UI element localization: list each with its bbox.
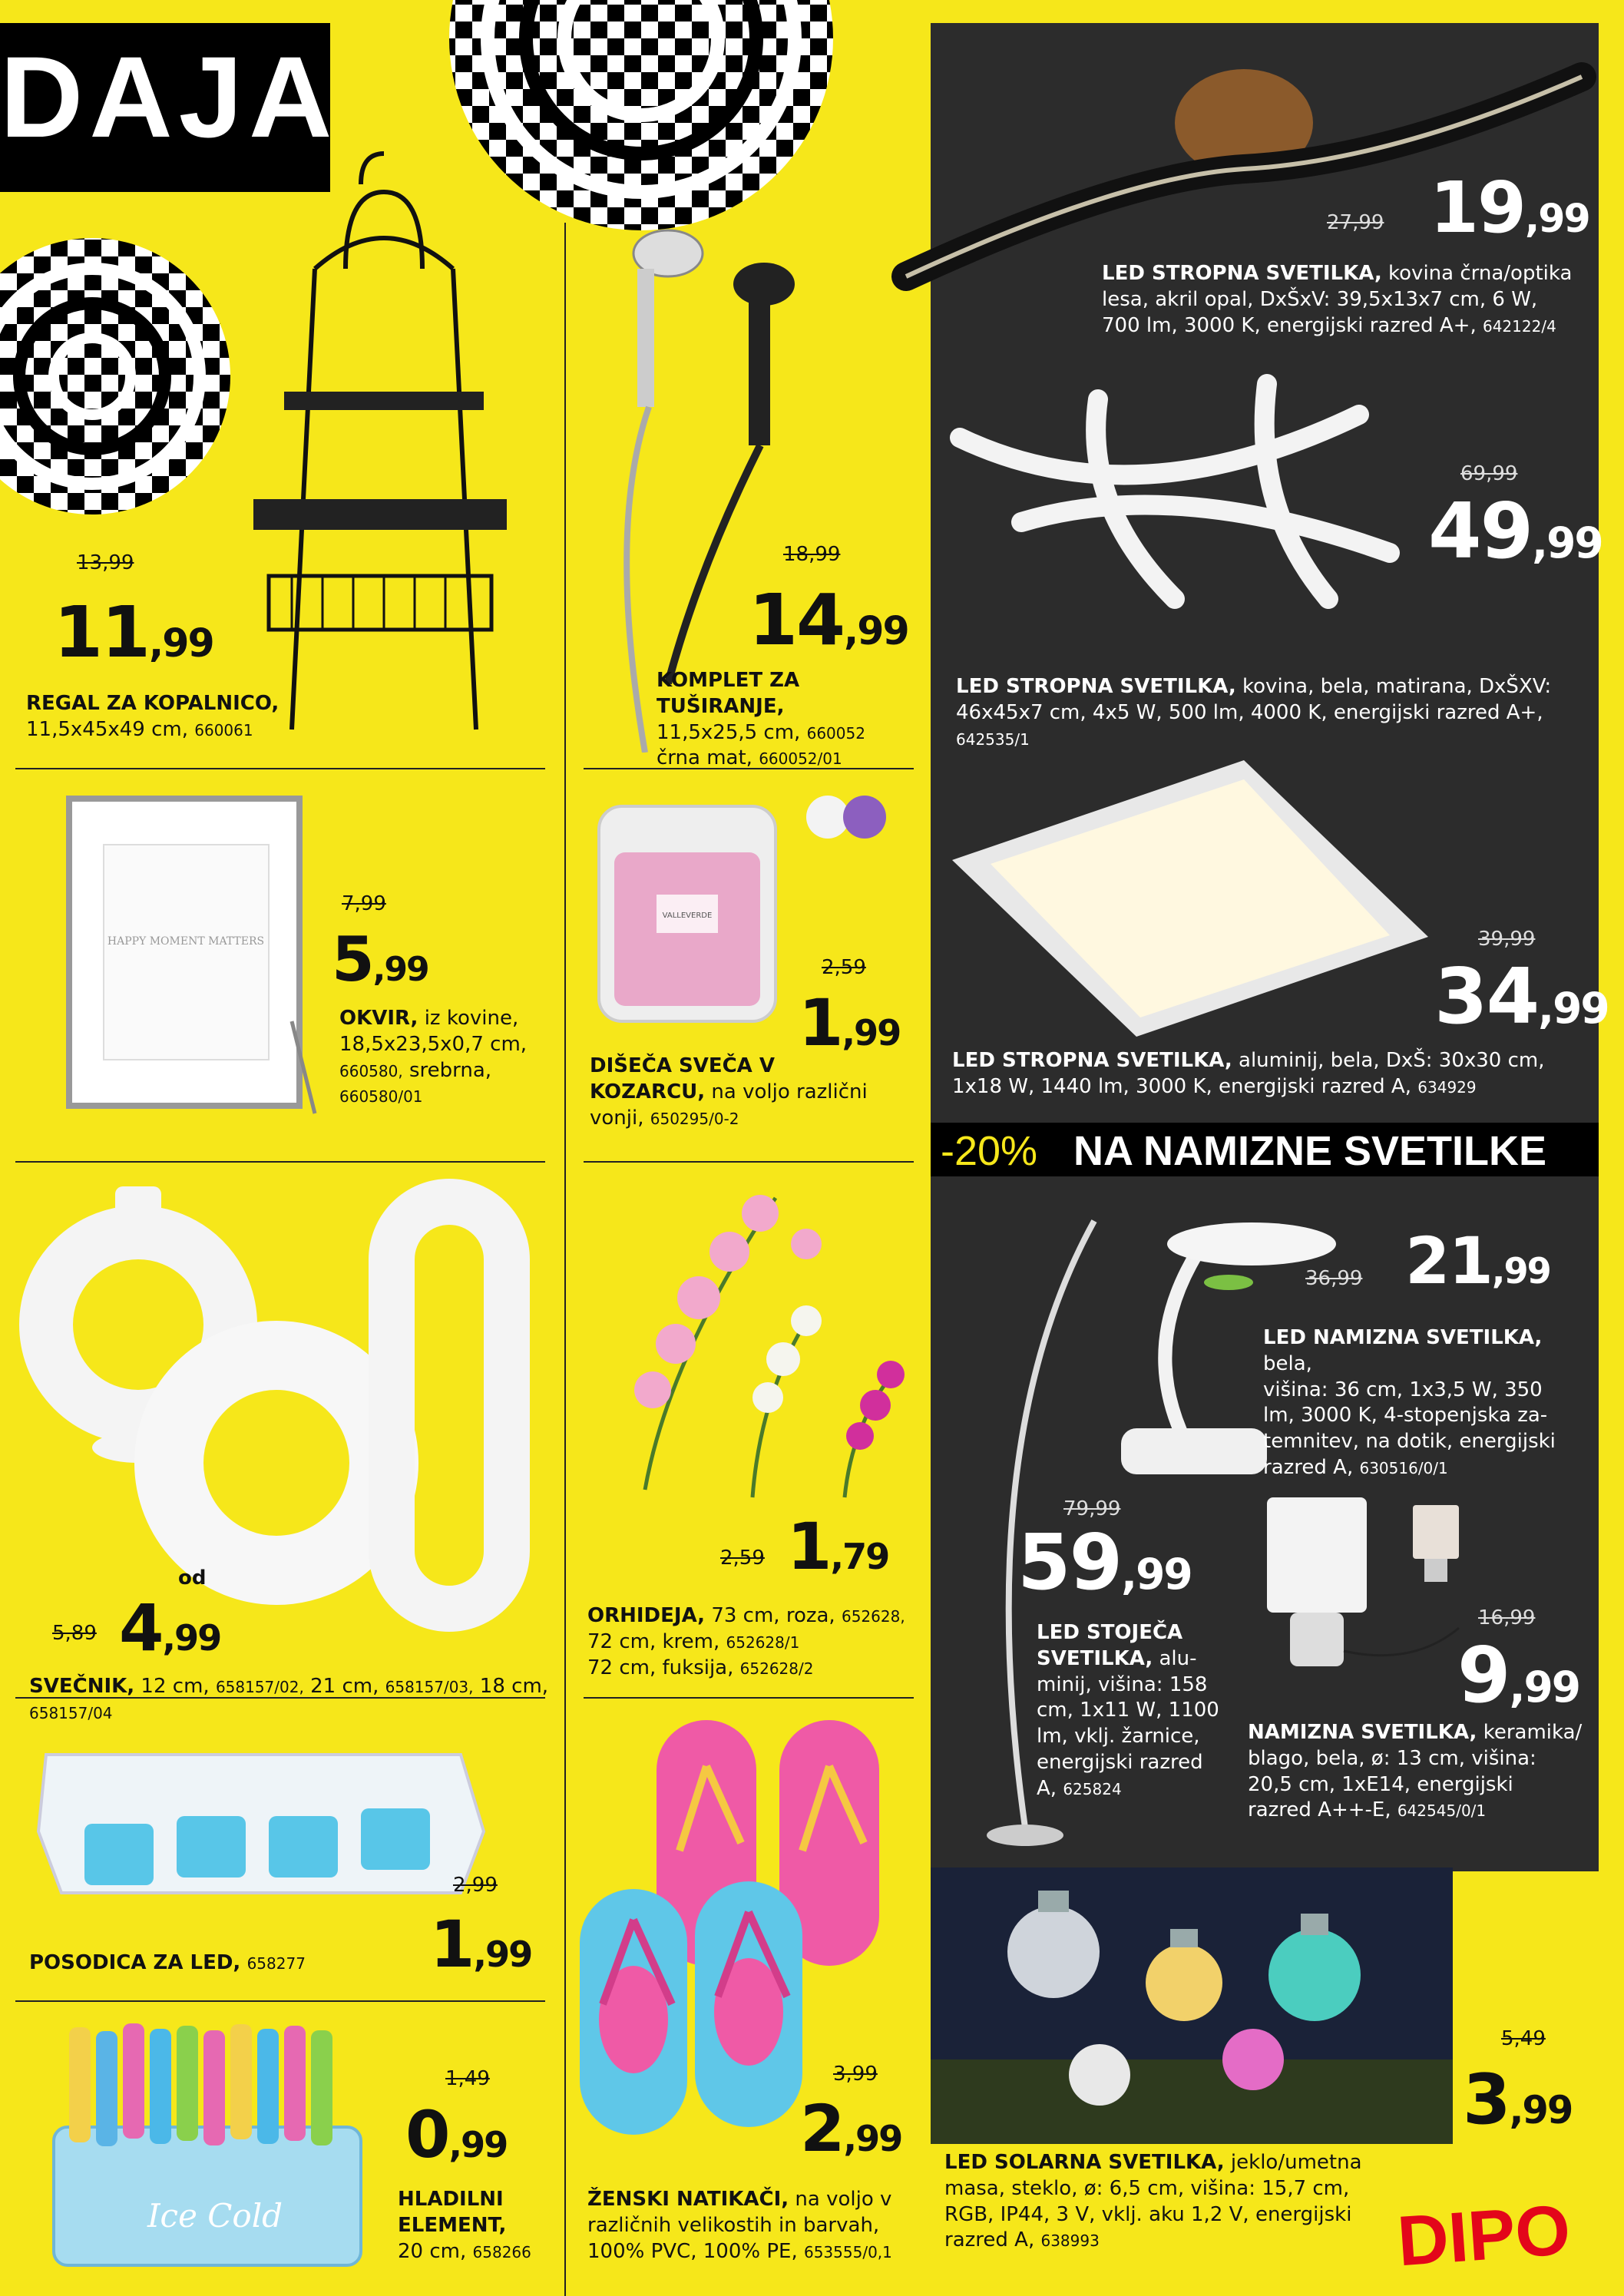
natikaci-price: 2,99 bbox=[800, 2091, 902, 2166]
orhideja-old-price: 2,59 bbox=[720, 1547, 765, 1570]
stojeca-old-price: 79,99 bbox=[1063, 1497, 1121, 1520]
shelf-product-image bbox=[230, 146, 537, 745]
divider-row1 bbox=[15, 768, 545, 769]
natikaci-old-price: 3,99 bbox=[833, 2063, 878, 2086]
orhideja-description: ORHIDEJA, 73 cm, roza, 652628, 72 cm, krem, 652628/1 72 cm, fuksija, 652628/2 bbox=[587, 1604, 905, 1679]
solarna-price: 3,99 bbox=[1463, 2059, 1573, 2140]
regal-old-price: 13,99 bbox=[77, 551, 134, 574]
ice-pops-image bbox=[38, 2012, 376, 2273]
led2-description: LED STROPNA SVETILKA, kovina, bela, matirana, DxŠXV: 46x45x7 cm, 4x5 W, 500 lm, 4000 K, energijski razred A+, 642535/1 bbox=[956, 675, 1552, 749]
led1-price: 19,99 bbox=[1430, 167, 1589, 249]
namizna-led-description: LED NAMIZNA SVETILKA, bela, višina: 36 cm, 1x3,5 W, 350 lm, 3000 K, 4-stopenjska za- temnitev, na dotik, energijski razred A, 630516/0/1 bbox=[1263, 1326, 1556, 1479]
orchid-image bbox=[576, 1167, 929, 1520]
namizna-led-price: 21,99 bbox=[1405, 1223, 1550, 1299]
hladilni-description: HLADILNI ELEMENT, 20 cm, 658266 bbox=[398, 2188, 531, 2263]
hladilni-price: 0,99 bbox=[405, 2097, 508, 2172]
okvir-description: OKVIR, iz kovine, 18,5x23,5x0,7 cm, 660580, srebrna, 660580/01 bbox=[339, 1007, 528, 1107]
stojeca-price: 59,99 bbox=[1017, 1517, 1192, 1607]
promo-percent: -20% bbox=[941, 1128, 1038, 1174]
table-lamp-image bbox=[1259, 1490, 1482, 1689]
led-panel-image bbox=[952, 760, 1428, 1037]
led3-price: 34,99 bbox=[1434, 951, 1609, 1041]
svecnik-description: SVEČNIK, 12 cm, 658157/02, 21 cm, 658157/03, 18 cm, 658157/04 bbox=[29, 1675, 549, 1722]
svecnik-price: 4,99 bbox=[119, 1590, 221, 1666]
svecnik-old-price: 5,89 bbox=[52, 1622, 97, 1645]
regal-description: REGAL ZA KOPALNICO, 11,5x45x49 cm, 660061 bbox=[26, 692, 279, 741]
namizna-led-old-price: 36,99 bbox=[1305, 1267, 1363, 1290]
divider-row2b bbox=[584, 1161, 914, 1163]
divider-row2 bbox=[15, 1161, 545, 1163]
posodica-price: 1,99 bbox=[430, 1907, 532, 1982]
solarna-description: LED SOLARNA SVETILKA, jeklo/umetna masa, steklo, ø: 6,5 cm, višina: 15,7 cm, RGB, IP44, 3 V, vklj. aku 1,2 V, energijski razred A, 638993 bbox=[944, 2151, 1362, 2252]
natikaci-description: ŽENSKI NATIKAČI, na voljo v različnih velikostih in barvah, 100% PVC, 100% PE, 653555/0,1 bbox=[587, 2188, 892, 2263]
led3-description: LED STROPNA SVETILKA, aluminij, bela, DxŠ: 30x30 cm, 1x18 W, 1440 lm, 3000 K, energijski razred A, 634929 bbox=[952, 1049, 1545, 1098]
orhideja-price: 1,79 bbox=[787, 1509, 889, 1584]
divider-row3b bbox=[584, 1697, 914, 1699]
led1-old-price: 27,99 bbox=[1327, 211, 1384, 234]
divider-vertical-left bbox=[564, 223, 566, 2296]
posodica-old-price: 2,99 bbox=[453, 1874, 498, 1897]
stojeca-description: LED STOJEČA SVETILKA, alu- minij, višina: 158 cm, 1x11 W, 1100 lm, vklj. žarnice, energijski razred A, 625824 bbox=[1037, 1621, 1219, 1800]
led-light-2-image bbox=[944, 369, 1405, 630]
dipo-logo bbox=[1386, 2173, 1616, 2296]
candle-brand: VALLEVERDE bbox=[662, 911, 713, 920]
led3-old-price: 39,99 bbox=[1478, 928, 1536, 951]
namizna-description: NAMIZNA SVETILKA, keramika/ blago, bela, ø: 13 cm, višina: 20,5 cm, 1xE14, energijski razred A++-E, 642545/0/1 bbox=[1248, 1721, 1583, 1822]
page-title: DAJA bbox=[0, 32, 339, 161]
frame-text: HAPPY MOMENT MATTERS bbox=[107, 935, 265, 948]
namizna-old-price: 16,99 bbox=[1478, 1606, 1536, 1629]
posodica-description: POSODICA ZA LED, 658277 bbox=[29, 1951, 306, 1974]
hladilni-old-price: 1,49 bbox=[445, 2067, 490, 2090]
ice-tray-image bbox=[31, 1739, 491, 1924]
dipo-logo-text: DIPO bbox=[1394, 2190, 1573, 2281]
candle-image bbox=[591, 799, 791, 1029]
candlestick-image bbox=[15, 1171, 545, 1647]
tus-description: KOMPLET ZA TUŠIRANJE, 11,5x25,5 cm, 660052 črna mat, 660052/01 bbox=[657, 669, 865, 770]
ice-cold-text: Ice Cold bbox=[147, 2197, 283, 2235]
color-dot-purple bbox=[843, 796, 886, 839]
regal-price: 11,99 bbox=[54, 591, 213, 673]
sveca-description: DIŠEČA SVEČA V KOZARCU, na voljo različni vonji, 650295/0-2 bbox=[590, 1054, 868, 1130]
led-light-1-image bbox=[891, 38, 1597, 292]
sveca-old-price: 2,59 bbox=[822, 956, 866, 979]
photo-frame-image bbox=[61, 791, 322, 1129]
divider-row4 bbox=[15, 2000, 545, 2002]
promo-text: NA NAMIZNE SVETILKE bbox=[1073, 1128, 1547, 1174]
tus-old-price: 18,99 bbox=[783, 543, 841, 566]
solar-lights-image bbox=[931, 1868, 1453, 2144]
led2-old-price: 69,99 bbox=[1460, 462, 1518, 485]
sveca-price: 1,99 bbox=[799, 985, 901, 1060]
tus-price: 14,99 bbox=[749, 579, 908, 661]
namizna-price: 9,99 bbox=[1457, 1630, 1580, 1720]
led1-description: LED STROPNA SVETILKA, kovina črna/optika lesa, akril opal, DxŠxV: 39,5x13x7 cm, 6 W, 700 lm, 3000 K, energijski razred A+, 642122/4 bbox=[1102, 262, 1573, 337]
okvir-price: 5,99 bbox=[332, 924, 428, 995]
op-art-circle-left bbox=[0, 223, 230, 530]
led2-price: 49,99 bbox=[1428, 486, 1603, 576]
svecnik-prefix: od bbox=[178, 1567, 207, 1590]
solarna-old-price: 5,49 bbox=[1501, 2027, 1546, 2050]
okvir-old-price: 7,99 bbox=[342, 892, 386, 915]
